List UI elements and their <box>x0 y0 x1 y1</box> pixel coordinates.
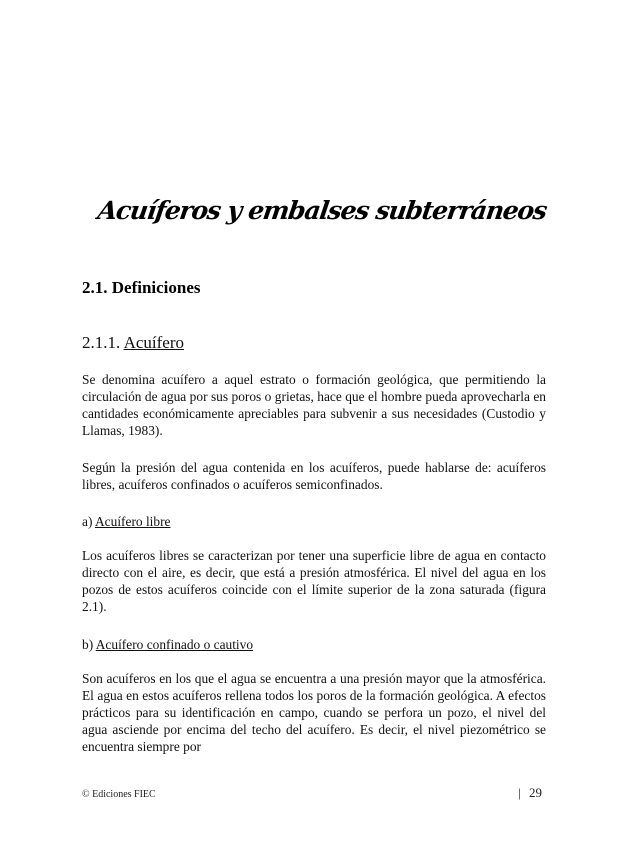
label-b-title: Acuífero confinado o cautivo <box>95 637 254 652</box>
paragraph-acuifero-confinado: Son acuíferos en los que el agua se encuentra a una presión mayor que la atmosférica. El agua en estos acuíferos rellena todos los poros de la formación geológica. A efectos prácticos para su identificación en campo, cuando se perfora un pozo, el nivel del agua asciende por encima del techo del acuífero. Es decir, el nivel piezométrico se encuentra siempre por <box>82 671 546 754</box>
footer-separator: | <box>518 785 521 800</box>
section-heading <box>82 278 201 298</box>
subsection-title: Acuífero <box>123 333 184 352</box>
paragraph-definition: Se denomina acuífero a aquel estrato o formación geológica, que permitiendo la circulación de agua por sus poros o grietas, hace que el hombre pueda aprovecharla en cantidades económicamente apreciables para subvenir a sus necesidades (Custodio y Llamas, 1983). <box>82 372 546 438</box>
paragraph-types: Según la presión del agua contenida en los acuíferos, puede hablarse de: acuíferos libres, acuíferos confinados o acuíferos semiconfinados. <box>82 460 546 492</box>
label-a-title: Acuífero libre <box>95 514 171 529</box>
label-b-prefix: b) <box>82 637 94 652</box>
page-number: 29 <box>529 785 542 800</box>
footer-publisher: © Ediciones FIEC <box>82 789 156 800</box>
label-acuifero-libre <box>82 513 171 530</box>
label-acuifero-confinado <box>82 636 253 653</box>
paragraph-acuifero-libre: Los acuíferos libres se caracterizan por tener una superficie libre de agua en contacto directo con el aire, es decir, que está a presión atmosférica. El nivel del agua en los pozos de estos acuíferos coincide con el límite superior de la zona saturada (figura 2.1). <box>82 548 546 614</box>
footer-page-number <box>518 785 542 801</box>
chapter-title: Acuíferos y embalses subterráneos <box>95 196 549 225</box>
label-a-prefix: a) <box>82 514 93 529</box>
subsection-number: 2.1.1. <box>82 333 121 352</box>
section-number: 2.1. <box>82 278 108 297</box>
subsection-heading <box>82 333 184 353</box>
section-title: Definiciones <box>111 278 201 297</box>
